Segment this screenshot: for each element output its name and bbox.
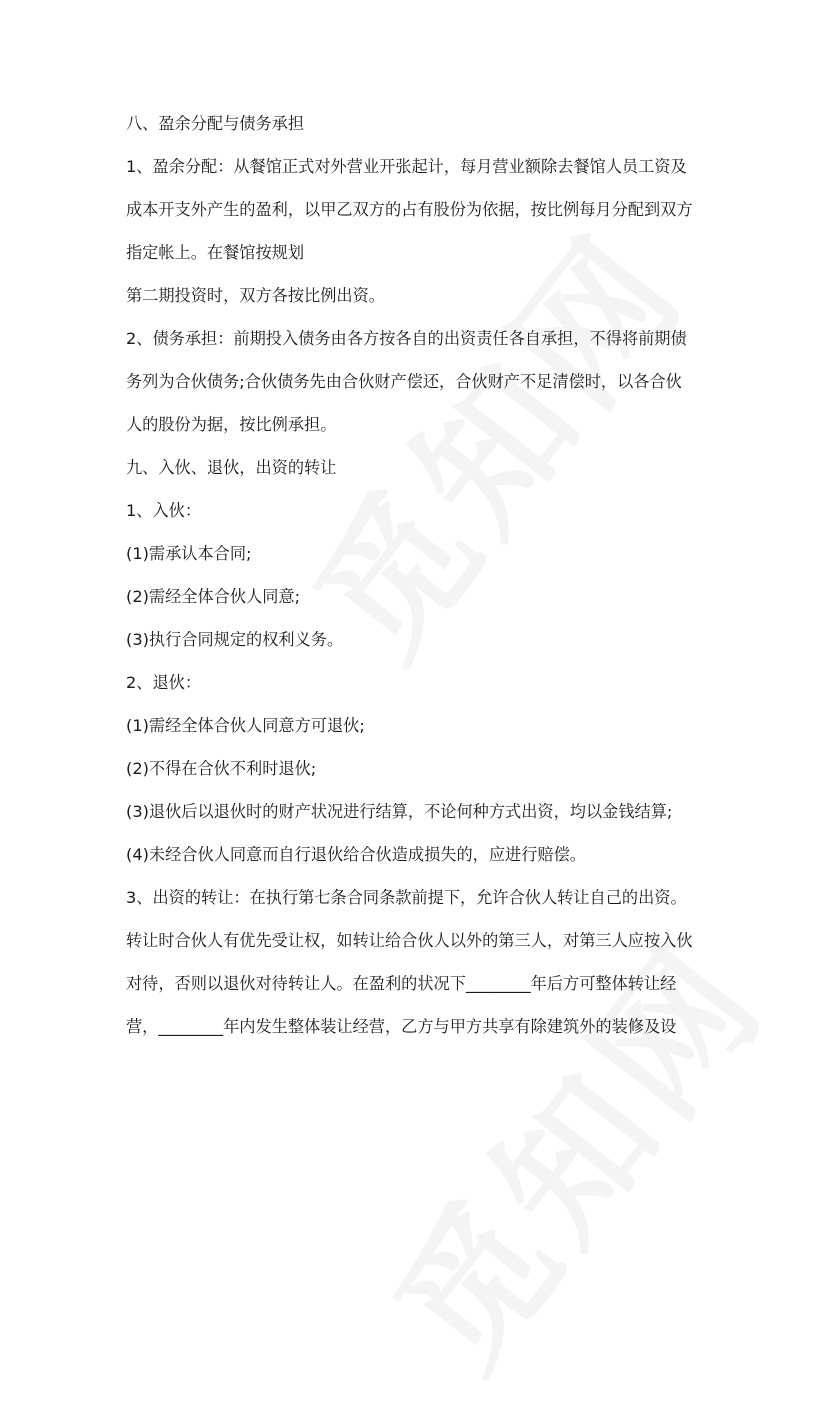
paragraph-line: 成本开支外产生的盈利，以甲乙双方的占有股份为依据，按比例每月分配到双方 bbox=[126, 200, 693, 219]
list-item: (2)不得在合伙不利时退伙; bbox=[126, 759, 317, 778]
list-item: (1)需经全体合伙人同意方可退伙; bbox=[126, 716, 365, 735]
subsection-heading: 1、入伙： bbox=[126, 501, 202, 520]
list-item: (4)未经合伙人同意而自行退伙给合伙造成损失的，应进行赔偿。 bbox=[126, 845, 586, 864]
paragraph-line: 2、债务承担：前期投入债务由各方按各自的出资责任各自承担，不得将前期债 bbox=[126, 329, 687, 348]
paragraph-line: 人的股份为据，按比例承担。 bbox=[126, 415, 337, 434]
subsection-heading: 2、退伙： bbox=[126, 673, 202, 692]
paragraph-line: 3、出资的转让：在执行第七条合同条款前提下，允许合伙人转让自己的出资。 bbox=[126, 888, 687, 907]
paragraph-line: 转让时合伙人有优先受让权，如转让给合伙人以外的第三人，对第三人应按入伙 bbox=[126, 931, 693, 950]
list-item: (2)需经全体合伙人同意; bbox=[126, 587, 301, 606]
paragraph-line: 营，________年内发生整体装让经营，乙方与甲方共享有除建筑外的装修及设 bbox=[126, 1017, 677, 1036]
paragraph-line: 1、盈余分配：从餐馆正式对外营业开张起计，每月营业额除去餐馆人员工资及 bbox=[126, 157, 687, 176]
paragraph-line: 第二期投资时，双方各按比例出资。 bbox=[126, 286, 385, 305]
paragraph-line: 务列为合伙债务;合伙债务先由合伙财产偿还，合伙财产不足清偿时，以各合伙 bbox=[126, 372, 682, 391]
section-heading: 九、入伙、退伙，出资的转让 bbox=[126, 458, 337, 477]
paragraph-line: 指定帐上。在餐馆按规划 bbox=[126, 243, 305, 262]
watermark bbox=[257, 182, 723, 693]
list-item: (3)退伙后以退伙时的财产状况进行结算，不论何种方式出资，均以金钱结算; bbox=[126, 802, 673, 821]
watermark bbox=[337, 892, 803, 1403]
list-item: (1)需承认本合同; bbox=[126, 544, 252, 563]
section-heading: 八、盈余分配与债务承担 bbox=[126, 114, 305, 133]
list-item: (3)执行合同规定的权利义务。 bbox=[126, 630, 344, 649]
paragraph-line: 对待，否则以退伙对待转让人。在盈利的状况下________年后方可整体转让经 bbox=[126, 974, 677, 993]
